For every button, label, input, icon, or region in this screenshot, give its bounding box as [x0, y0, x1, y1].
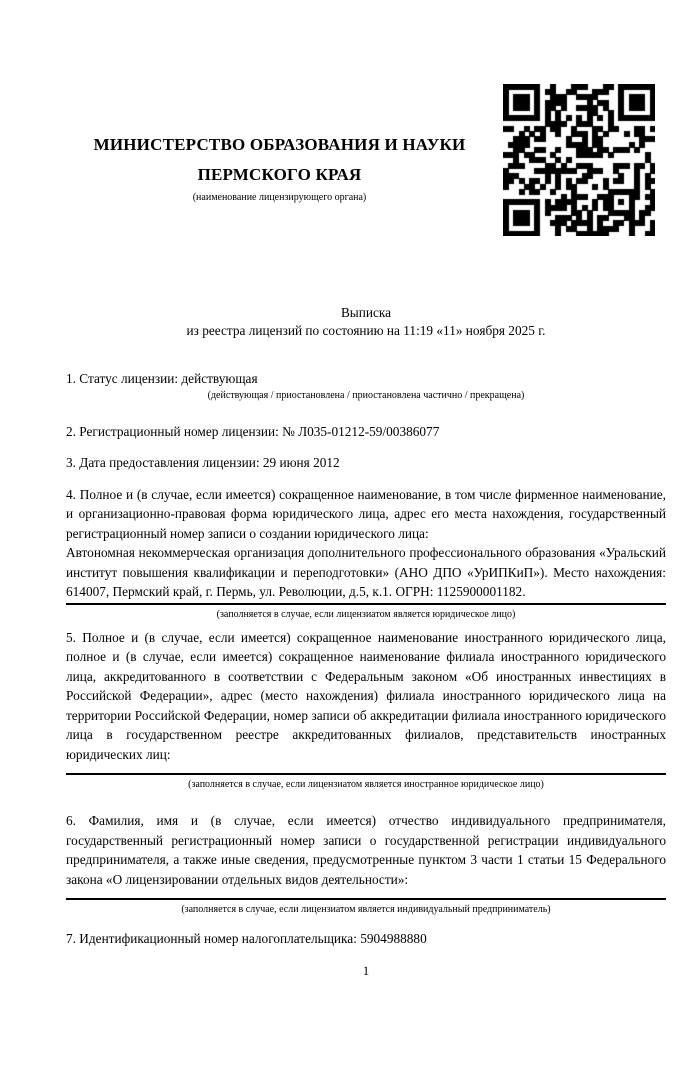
- page-number: 1: [362, 963, 370, 978]
- ministry-name-line-1: МИНИСТЕРСТВО ОБРАЗОВАНИЯ И НАУКИ: [93, 134, 466, 154]
- item-6-individual-entrepreneur: [66, 811, 666, 916]
- item-value: Автономная некоммерческая организация дополнительного профессионального образования «Уральский институт повышения квалификации и переподготовки» (АНО ДПО «УрИПКиП»). Место нахождения: 614007, Пермский край, г. Пермь, ул. Революции, д.5, к.1. ОГРН: 1125900001182.: [66, 545, 666, 599]
- title-line-2: из реестра лицензий по состоянию на 11:19 «11» ноября 2025 г.: [186, 323, 546, 338]
- item-note: (действующая / приостановлена / приостановлена частично / прекращена): [207, 389, 525, 401]
- item-note: (заполняется в случае, если лицензиатом является индивидуальный предприниматель): [181, 904, 551, 915]
- license-extract-page: [0, 82, 700, 1071]
- document-footer: [66, 963, 666, 979]
- fill-in-line: [66, 603, 666, 605]
- document-header: [66, 82, 666, 238]
- item-text: 2. Регистрационный номер лицензии: № Л035-01212-59/00386077: [66, 423, 440, 439]
- authority-caption: (наименование лицензирующего органа): [192, 191, 367, 203]
- item-note: (заполняется в случае, если лицензиатом является иностранное юридическое лицо): [188, 779, 544, 790]
- document-title: [66, 304, 666, 340]
- item-7-taxpayer-id: [66, 929, 666, 949]
- item-text: 4. Полное и (в случае, если имеется) сокращенное наименование, в том числе фирменное наименование, и организационно-правовая форма юридического лица, адрес его места нахождения, государственный регистрационный номер записи о создании юридического лица:: [66, 486, 666, 541]
- fill-in-line: [66, 773, 666, 775]
- item-text: 3. Дата предоставления лицензии: 29 июня 2012: [66, 455, 340, 470]
- item-1-license-status: [66, 369, 666, 402]
- licensing-authority-block: [66, 116, 493, 205]
- item-text: 6. Фамилия, имя и (в случае, если имеется) отчество индивидуального предпринимателя, государственный регистрационный номер записи о государственной регистрации индивидуального предпринимателя, а также иные сведения, предусмотренные пунктом 3 части 1 статьи 15 Федерального закона «О лицензировании отдельных видов деятельности»:: [66, 813, 666, 887]
- item-5-foreign-entity: [66, 628, 666, 792]
- item-note: (заполняется в случае, если лицензиатом является юридическое лицо): [216, 608, 516, 620]
- item-2-registration-number: [66, 422, 666, 442]
- item-4-legal-entity: [66, 485, 666, 621]
- item-text: 1. Статус лицензии: действующая: [66, 371, 258, 386]
- ministry-name-line-2: ПЕРМСКОГО КРАЯ: [197, 164, 362, 184]
- title-line-1: Выписка: [340, 305, 392, 320]
- item-3-grant-date: [66, 453, 666, 473]
- item-text: 5. Полное и (в случае, если имеется) сокращенное наименование иностранного юридического лица, полное и (в случае, если имеется) сокращенное наименование филиала иностранного юридического лица, аккредитованного в соответствии с Федеральным законом «Об иностранных инвестициях в Российской Федерации», адрес (место нахождения) филиала иностранного юридического лица на территории Российской Федерации, номер записи об аккредитации филиала иностранного юридического лица в государственном реестре аккредитованных филиалов, представительств иностранных юридических лиц:: [66, 629, 666, 762]
- item-text: 7. Идентификационный номер налогоплательщика: 5904988880: [66, 931, 427, 946]
- fill-in-line: [66, 898, 666, 900]
- qr-code-icon: [503, 84, 655, 236]
